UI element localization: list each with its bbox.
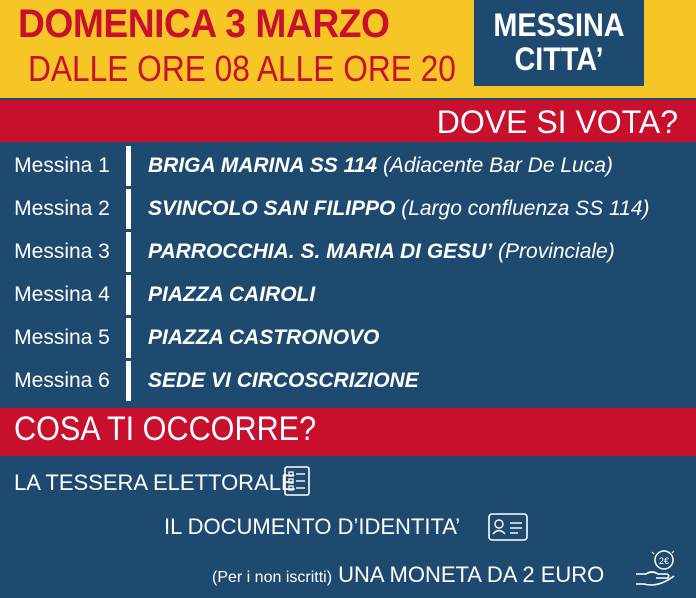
row-label: Messina 3 (14, 240, 110, 263)
list-item (0, 146, 696, 186)
need-item-card: LA TESSERA ELETTORALE (14, 470, 296, 495)
city-label: MESSINA CITTA’ (493, 7, 625, 77)
row-label: Messina 2 (14, 197, 110, 220)
place-note: (Provinciale) (498, 240, 615, 263)
list-item (0, 232, 696, 272)
list-item (0, 318, 696, 358)
need-item-coin (212, 562, 604, 588)
coin-value: 2€ (658, 556, 670, 566)
row-label: Messina 1 (14, 154, 110, 177)
row-divider (126, 275, 131, 315)
dove-title: DOVE SI VOTA? (436, 104, 678, 140)
need-item-document: IL DOCUMENTO D’IDENTITA’ (164, 514, 461, 539)
row-place (148, 232, 615, 272)
city-box (474, 0, 644, 86)
place-name: PIAZZA CAIROLI (148, 283, 316, 306)
place-name: SVINCOLO SAN FILIPPO (148, 197, 396, 220)
coin-label: UNA MONETA DA 2 EURO (338, 562, 605, 587)
row-place (148, 189, 649, 229)
cosa-title: COSA TI OCCORRE? (14, 410, 317, 448)
list-item (0, 275, 696, 315)
row-divider (126, 361, 131, 401)
coin-hand-icon (634, 548, 680, 588)
row-place (148, 146, 613, 186)
place-name: PARROCCHIA. S. MARIA DI GESU’ (148, 240, 493, 263)
row-place (148, 318, 379, 358)
place-name: PIAZZA CASTRONOVO (148, 326, 380, 349)
row-place (148, 275, 315, 315)
checklist-icon (284, 466, 310, 496)
row-place (148, 361, 419, 401)
place-note: (Adiacente Bar De Luca) (382, 154, 613, 177)
row-divider (126, 232, 131, 272)
row-divider (126, 146, 131, 186)
list-item (0, 189, 696, 229)
place-note: (Largo confluenza SS 114) (401, 197, 650, 220)
list-item (0, 361, 696, 401)
row-label: Messina 5 (14, 326, 110, 349)
place-name: BRIGA MARINA SS 114 (148, 154, 378, 177)
row-label: Messina 6 (14, 369, 110, 392)
row-divider (126, 318, 131, 358)
header (0, 0, 696, 98)
row-label: Messina 4 (14, 283, 110, 306)
time-subtitle: DALLE ORE 08 ALLE ORE 20 (28, 48, 456, 89)
place-name: SEDE VI CIRCOSCRIZIONE (148, 369, 419, 392)
date-title: DOMENICA 3 MARZO (18, 2, 390, 46)
row-divider (126, 189, 131, 229)
id-card-icon (488, 513, 528, 541)
coin-note: (Per i non iscritti) (212, 569, 333, 586)
